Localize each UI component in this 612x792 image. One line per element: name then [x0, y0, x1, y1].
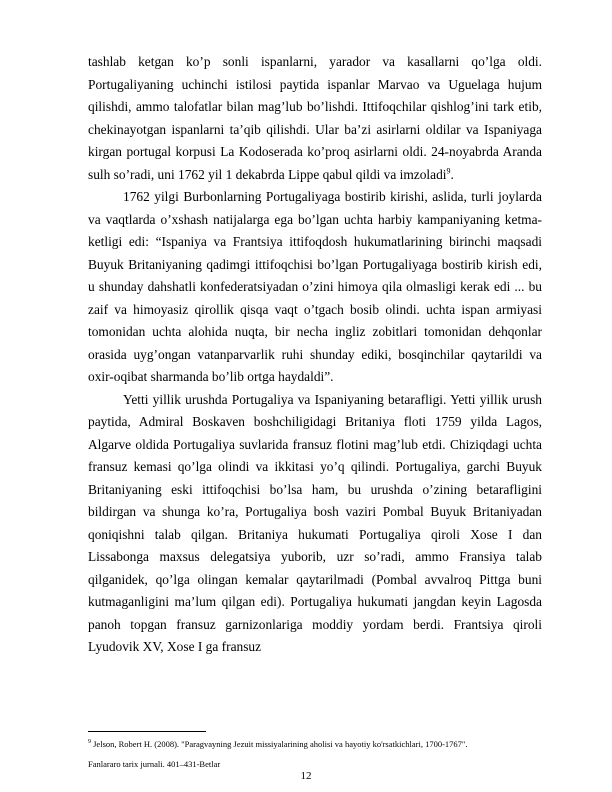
page-number: 12: [300, 770, 312, 782]
document-body: [88, 51, 542, 659]
paragraph-1-text: tashlab ketgan ko’p sonli ispanlarni, yarador va kasallarni qo’lga oldi. Portugaliyaning uchinchi istilosi paytida ispanlar Marvao va Uguelaga hujum qilishdi, ammo talofatlar bilan mag’lub bo’lishdi. Ittifoqchilar qishlog’ini tark etib, chekinayotgan ispanlarni ta’qib qilishdi. Ular ba’zi asirlarni oldilar va Ispaniyaga kirgan portugal korpusi La Kodoserada ko’proq asirlarni oldi. 24-noyabrda Aranda sulh so’radi, uni 1762 yil 1 dekabrda Lippe qabul qildi va imzoladi: [88, 54, 542, 182]
footnote-citation: Jelson, Robert H. (2008). "Paragvayning Jezuit missiyalarining aholisi va hayotiy ko'rsatkichlari, 1700-1767".: [91, 739, 468, 749]
footnote: [88, 734, 558, 774]
paragraph-1-end: .: [450, 166, 454, 182]
footnote-separator: [88, 731, 206, 732]
footnote-line-2: Fanlararo tarix jurnali. 401–431-Betlar: [88, 759, 221, 769]
paragraph-1: [88, 51, 542, 186]
footnote-ref-9: 9: [446, 166, 451, 176]
footnote-number: 9: [88, 739, 91, 746]
paragraph-2: 1762 yilgi Burbonlarning Portugaliyaga bostirib kirishi, aslida, turli joylarda va vaqtlarda o’xshash natijalarga ega bo’lgan uchta harbiy kampaniyaning ketma-ketligi edi: “Ispaniya va Frantsiya ittifoqdosh hukumatlarining birinchi maqsadi Buyuk Britaniyaning qadimgi ittifoqchisi bo’lgan Portugaliyaga bostirib kirish edi, u shunday dahshatli konfederatsiyadan o’zini himoya qila olmasligi kerak edi ... bu zaif va himoyasiz qirollik qisqa vaqt o’tgach bosib olindi. uchta ispan armiyasi tomonidan uchta alohida nuqta, bir necha ingliz zobitlari tomonidan dehqonlar orasida uyg’ongan vatanparvarlik ruhi shunday ediki, bosqinchilar qaytarildi va oxir-oqibat sharmanda bo’lib ortga haydaldi”.: [88, 189, 542, 384]
footnote-line-1: [88, 734, 558, 754]
paragraph-3: Yetti yillik urushda Portugaliya va Ispaniyaning betarafligi. Yetti yillik urush paytida, Admiral Boskaven boshchiligidagi Britaniya floti 1759 yilda Lagos, Algarve oldida Portugaliya suvlarida fransuz flotini mag’lub etdi. Chiziqdagi uchta fransuz kemasi qo’lga olindi va ikkitasi yo’q qilindi. Portugaliya, garchi Buyuk Britaniyaning eski ittifoqchisi bo’lsa ham, bu urushda o’zining betarafligini bildirgan va shunga ko’ra, Portugaliya bosh vaziri Pombal Buyuk Britaniyadan qoniqishni talab qilgan. Britaniya hukumati Portugaliya qiroli Xose I dan Lissabonga maxsus delegatsiya yuborib, uzr so’radi, ammo Fransiya talab qilganidek, qo’lga olingan kemalar qaytarilmadi (Pombal avvalroq Pittga buni kutmaganligini ma’lum qilgan edi). Portugaliya hukumati jangdan keyin Lagosda panoh topgan fransuz garnizonlariga moddiy yordam berdi. Frantsiya qiroli Lyudovik XV, Xose I ga fransuz: [88, 391, 542, 654]
